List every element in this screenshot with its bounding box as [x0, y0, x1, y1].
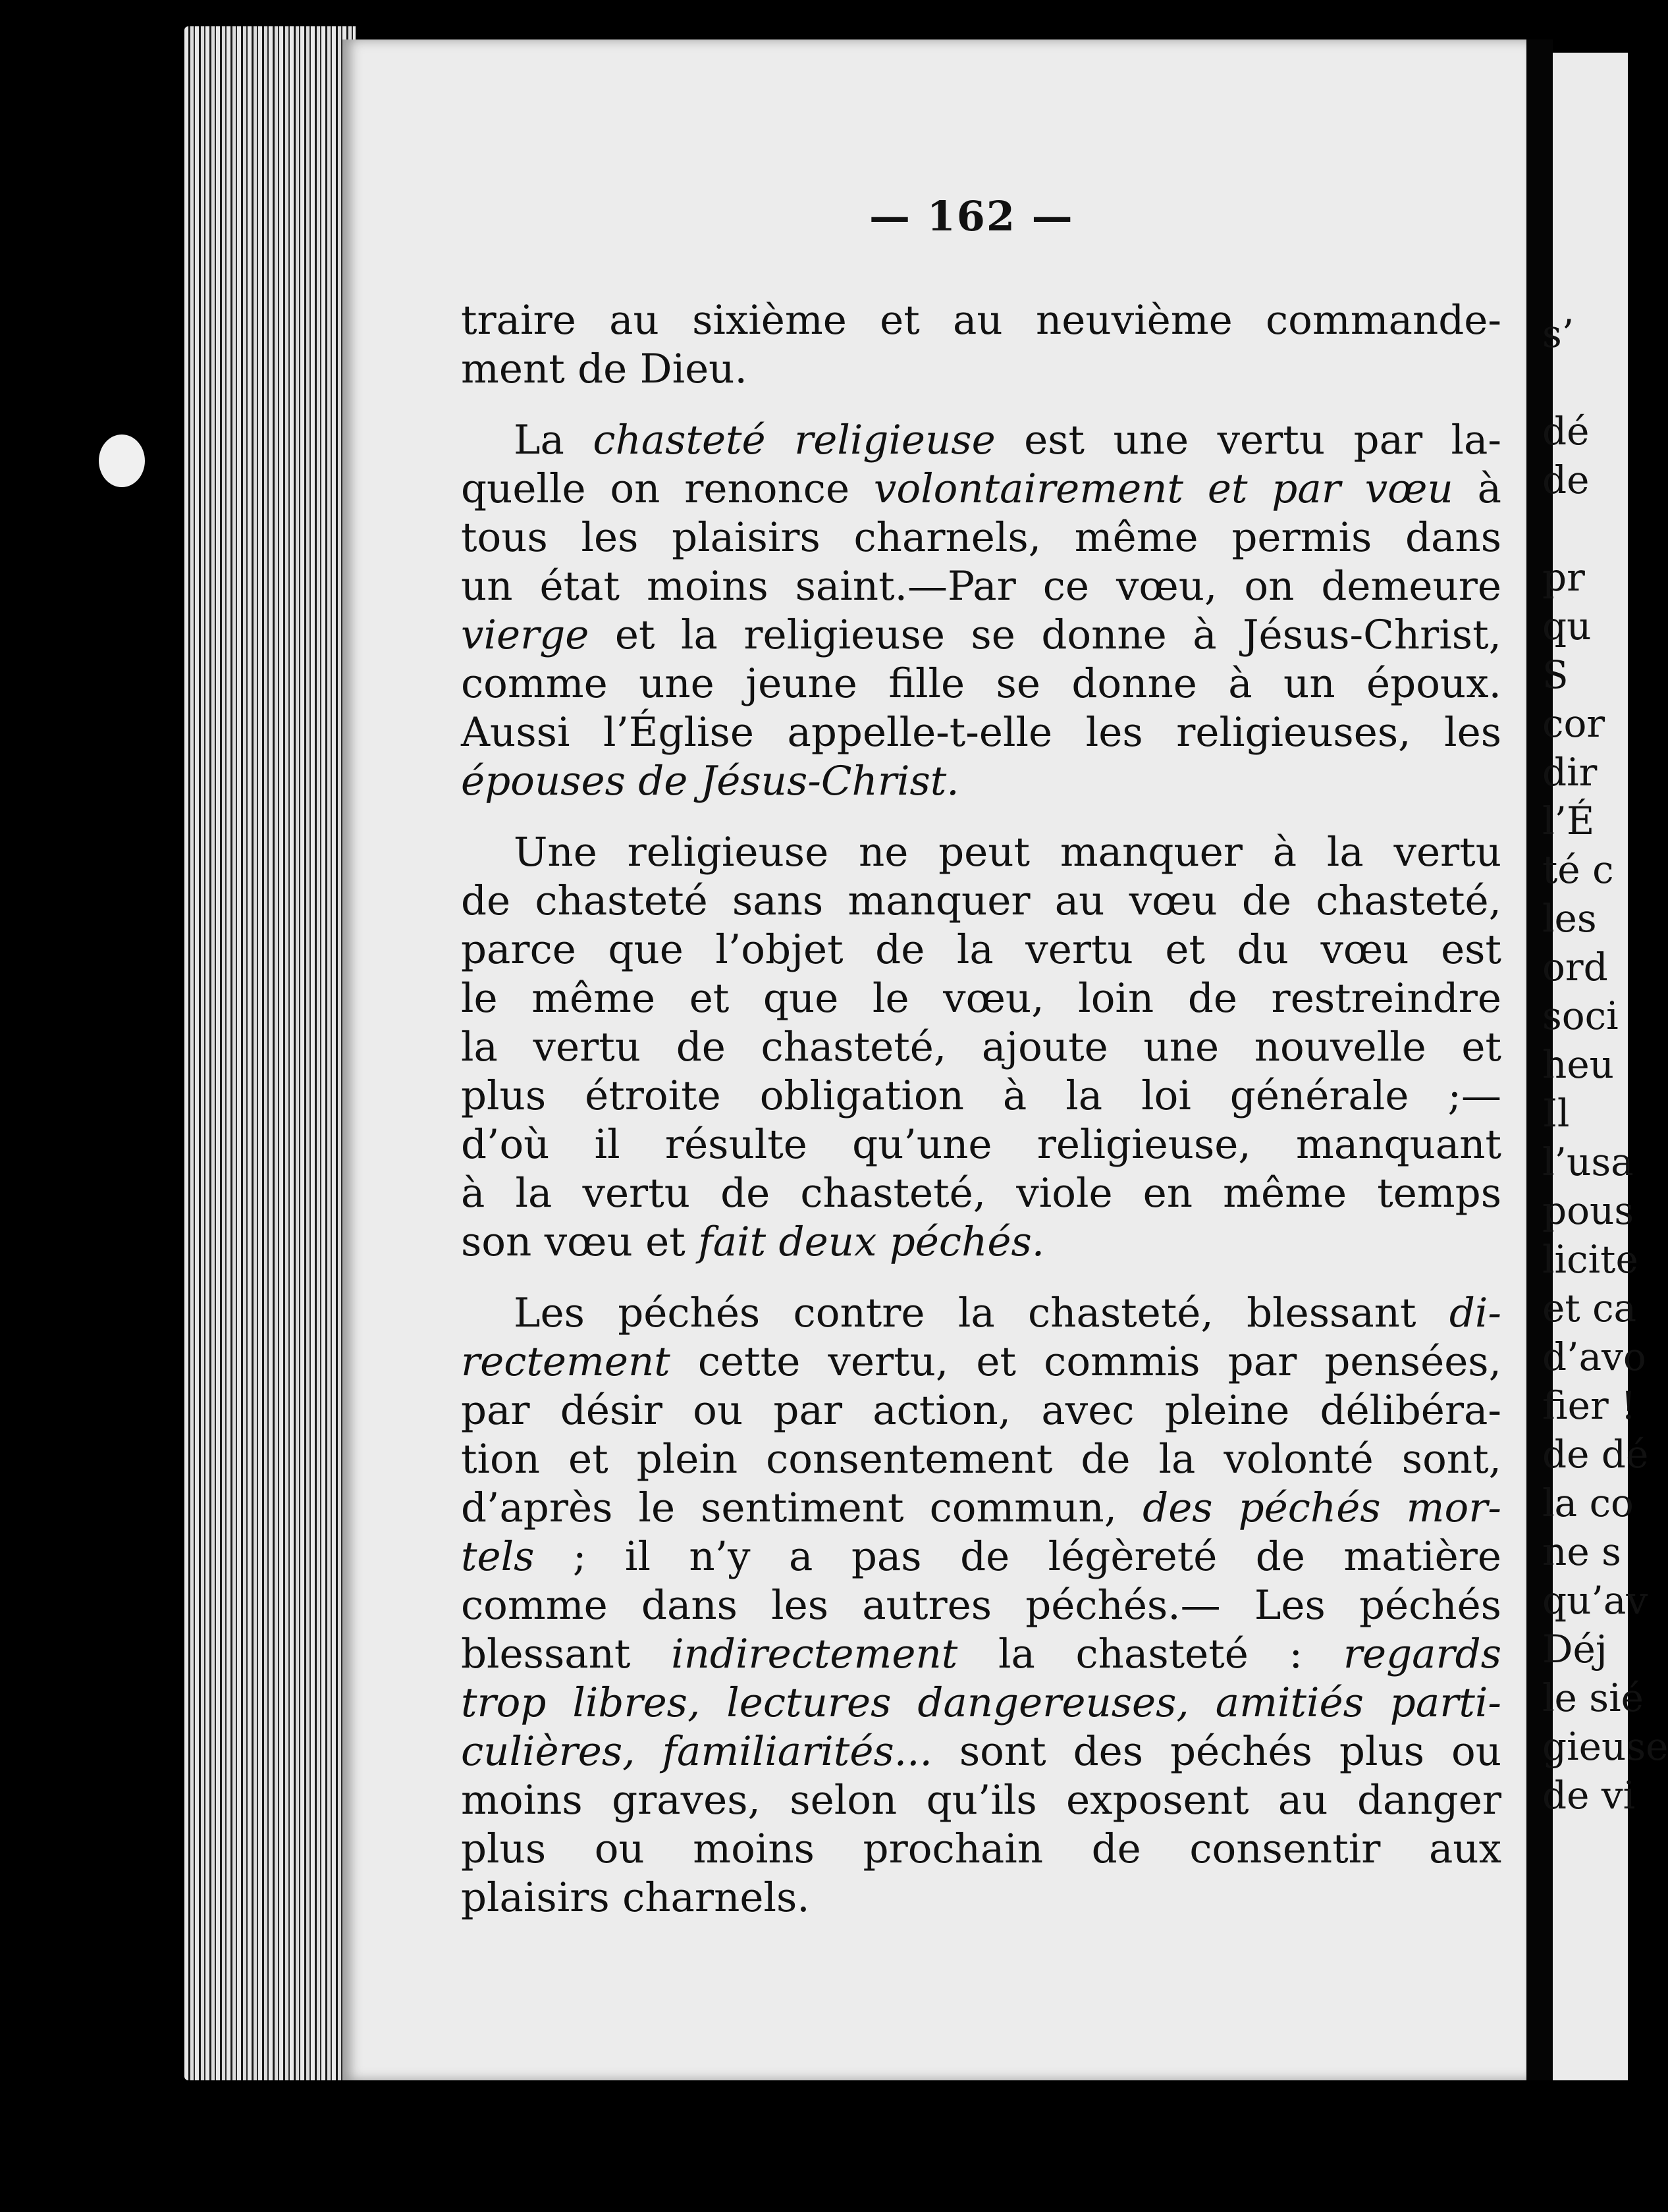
text-line: tous les plaisirs charnels, même permis dans	[461, 514, 1501, 561]
right-page-fragment: heu	[1542, 1042, 1615, 1087]
text-line: ment de Dieu.	[461, 346, 747, 392]
right-page-fragment: l’É	[1542, 799, 1595, 843]
paper-stain	[99, 434, 145, 487]
right-page-fragment: dir	[1542, 750, 1598, 795]
text-line: comme une jeune fille se donne à un époux.	[461, 660, 1501, 707]
text-line: d’où il résulte qu’une religieuse, manquant	[461, 1121, 1501, 1168]
right-page-fragment: Il	[1542, 1091, 1570, 1136]
text-line: plus étroite obligation à la loi générale ;—	[461, 1072, 1501, 1119]
text-line: culières, familiarités... sont des péchés plus ou	[461, 1728, 1501, 1775]
text-line: par désir ou par action, avec pleine délibéra-	[461, 1387, 1501, 1434]
right-page-fragment: licite	[1542, 1237, 1638, 1282]
text-line: comme dans les autres péchés.— Les péchés	[461, 1582, 1501, 1629]
right-page-fragment: de vi	[1542, 1773, 1636, 1818]
right-page-fragment: l’usa	[1542, 1140, 1634, 1184]
right-page-fragment: ord	[1542, 945, 1608, 989]
text-line: plaisirs charnels.	[461, 1874, 810, 1921]
right-page-fragment: les	[1542, 896, 1597, 941]
text-line: rectement cette vertu, et commis par pensées,	[461, 1338, 1501, 1385]
right-page-fragment: de	[1542, 458, 1590, 502]
right-page-fragment: de dé	[1542, 1432, 1649, 1477]
right-page-fragment: qu’av	[1542, 1578, 1648, 1623]
text-line: à la vertu de chasteté, viole en même temps	[461, 1170, 1501, 1217]
right-page-fragment: s’	[1542, 311, 1574, 356]
right-page-fragment: S	[1542, 652, 1569, 697]
right-page-fragment: d’avo	[1542, 1334, 1646, 1379]
text-line: son vœu et fait deux péchés.	[461, 1219, 1045, 1265]
paragraph	[461, 296, 1501, 394]
right-page-fragment: et ca	[1542, 1286, 1637, 1330]
right-page-fragment: qu	[1542, 604, 1592, 648]
right-page-fragment: soci	[1542, 993, 1619, 1038]
text-line: d’après le sentiment commun, des péchés mor-	[461, 1485, 1501, 1531]
right-page-fragment: le sié	[1542, 1675, 1644, 1720]
right-page-fragment: té c	[1542, 847, 1614, 892]
page-number: — 162 —	[869, 192, 1074, 240]
right-page-text-fragments	[1542, 309, 1668, 1820]
right-page-fragment: cor	[1542, 701, 1605, 746]
text-line: la vertu de chasteté, ajoute une nouvelle et	[461, 1024, 1501, 1070]
text-line: parce que l’objet de la vertu et du vœu est	[461, 926, 1501, 973]
text-line: La chasteté religieuse est une vertu par la-	[514, 417, 1502, 463]
right-page-fragment: ne s	[1542, 1529, 1621, 1574]
right-page-fragment: gieuse	[1542, 1724, 1668, 1769]
paragraph	[461, 828, 1501, 1267]
right-page-fragment: fier !	[1542, 1383, 1636, 1428]
body-text	[461, 296, 1501, 1922]
right-page-fragment: dé	[1542, 409, 1590, 454]
paragraph	[461, 1289, 1501, 1922]
text-line: vierge et la religieuse se donne à Jésus-Christ,	[461, 612, 1501, 658]
page-edge-stack	[184, 26, 356, 2080]
right-page-fragment	[1542, 358, 1634, 407]
text-line: épouses de Jésus-Christ.	[461, 758, 959, 804]
text-line: tels ; il n’y a pas de légèreté de matière	[461, 1533, 1501, 1580]
text-line: moins graves, selon qu’ils exposent au danger	[461, 1777, 1501, 1824]
text-line: tion et plein consentement de la volonté sont,	[461, 1436, 1501, 1483]
right-page-fragment: pous	[1542, 1188, 1634, 1233]
text-line: quelle on renonce volontairement et par vœu à	[461, 465, 1501, 512]
text-line: plus ou moins prochain de consentir aux	[461, 1826, 1501, 1872]
text-line: Aussi l’Église appelle-t-elle les religieuses, les	[461, 709, 1501, 756]
text-line: de chasteté sans manquer au vœu de chasteté,	[461, 878, 1501, 924]
right-page-fragment: la co	[1542, 1481, 1634, 1525]
text-line: Une religieuse ne peut manquer à la vertu	[514, 829, 1501, 876]
paragraph	[461, 416, 1501, 806]
scan-bottom-border	[0, 2080, 1628, 2212]
text-line: trop libres, lectures dangereuses, amitiés parti-	[461, 1679, 1501, 1726]
right-page-fragment: Déj	[1542, 1627, 1607, 1672]
text-line: traire au sixième et au neuvième commande-	[461, 297, 1501, 344]
text-line: blessant indirectement la chasteté : regards	[461, 1631, 1501, 1677]
text-line: Les péchés contre la chasteté, blessant di-	[514, 1290, 1501, 1336]
right-page-fragment	[1542, 504, 1634, 553]
text-line: le même et que le vœu, loin de restreindre	[461, 975, 1501, 1022]
right-page-fragment: pr	[1542, 555, 1585, 600]
text-line: un état moins saint.—Par ce vœu, on demeure	[461, 563, 1501, 610]
